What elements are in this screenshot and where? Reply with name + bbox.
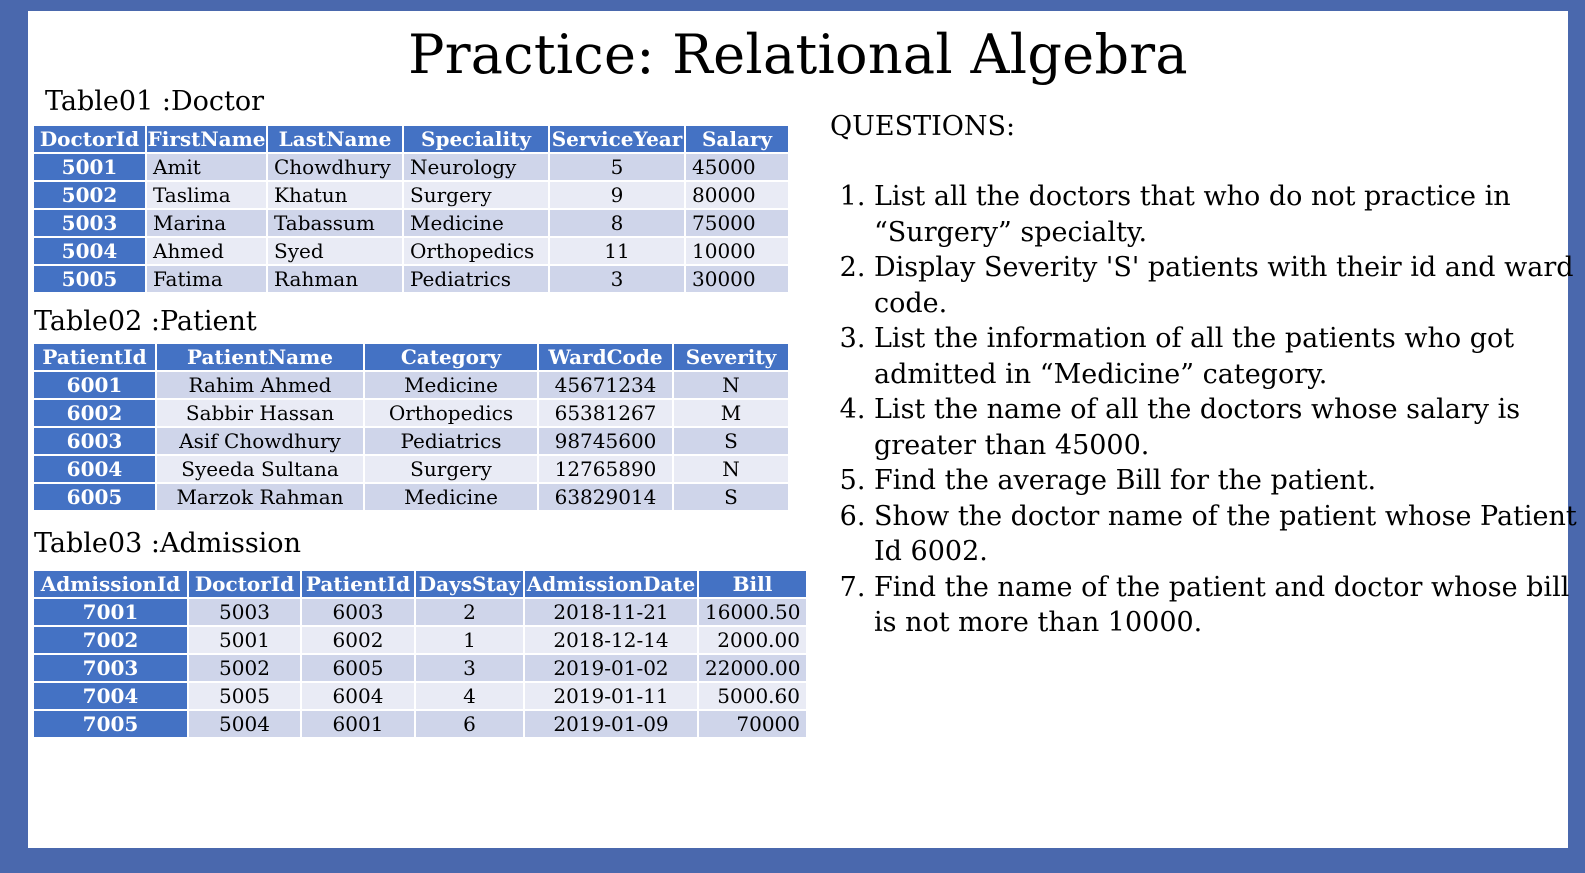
- column-header: AdmissionId: [33, 570, 188, 598]
- questions-list: [830, 179, 1585, 641]
- column-header: DoctorId: [33, 125, 146, 153]
- table-cell: 3: [549, 265, 685, 293]
- doctor-id-cell: 5001: [33, 153, 146, 181]
- table-row: [33, 399, 789, 427]
- admission-id-cell: 7004: [33, 682, 188, 710]
- table-cell: 4: [415, 682, 524, 710]
- table-row: [33, 427, 789, 455]
- table-cell: 5: [549, 153, 685, 181]
- patient-id-cell: 6001: [33, 371, 156, 399]
- admission-table-header-row: [33, 570, 807, 598]
- column-header: Salary: [685, 125, 789, 153]
- table-row: [33, 209, 789, 237]
- table-cell: 10000: [685, 237, 789, 265]
- table-cell: 80000: [685, 181, 789, 209]
- table-cell: 5005: [188, 682, 301, 710]
- table-cell: Surgery: [403, 181, 549, 209]
- table-cell: Rahim Ahmed: [156, 371, 364, 399]
- column-header: AdmissionDate: [524, 570, 698, 598]
- question-item: 7. Find the name of the patient and doctor whose bill is not more than 10000.: [874, 570, 1585, 641]
- doctor-id-cell: 5004: [33, 237, 146, 265]
- column-header: WardCode: [538, 343, 673, 371]
- admission-table-caption: Table03 :Admission: [34, 528, 301, 559]
- table-cell: 2018-11-21: [524, 598, 698, 626]
- table-row: [33, 710, 807, 738]
- table-cell: Pediatrics: [403, 265, 549, 293]
- table-cell: 6005: [301, 654, 415, 682]
- table-row: [33, 654, 807, 682]
- table-cell: 3: [415, 654, 524, 682]
- patient-id-cell: 6002: [33, 399, 156, 427]
- table-cell: 5000.60: [698, 682, 807, 710]
- table-row: [33, 598, 807, 626]
- table-cell: Neurology: [403, 153, 549, 181]
- question-item: 2. Display Severity 'S' patients with their id and ward code.: [874, 250, 1585, 321]
- table-cell: 1: [415, 626, 524, 654]
- column-header: FirstName: [147, 127, 266, 151]
- table-row: [33, 455, 789, 483]
- table-cell: S: [673, 483, 789, 511]
- column-header: DaysStay: [415, 570, 524, 598]
- table-cell: 9: [549, 181, 685, 209]
- table-cell: Syeeda Sultana: [156, 455, 364, 483]
- table-cell: Tabassum: [267, 209, 403, 237]
- table-row: [33, 682, 807, 710]
- patient-id-cell: 6005: [33, 483, 156, 511]
- admission-id-cell: 7001: [33, 598, 188, 626]
- table-row: [33, 237, 789, 265]
- table-cell: 63829014: [538, 483, 673, 511]
- table-cell: 65381267: [538, 399, 673, 427]
- table-row: [33, 265, 789, 293]
- table-cell: Ahmed: [146, 237, 267, 265]
- table-cell: 2019-01-11: [524, 682, 698, 710]
- table-cell: 30000: [685, 265, 789, 293]
- table-cell: 16000.50: [698, 598, 807, 626]
- slide-title: Practice: Relational Algebra: [408, 23, 1188, 86]
- table-cell: 75000: [685, 209, 789, 237]
- table-cell: Medicine: [364, 483, 538, 511]
- table-cell: N: [673, 455, 789, 483]
- table-cell: 6004: [301, 682, 415, 710]
- table-row: [33, 371, 789, 399]
- table-cell: Pediatrics: [364, 427, 538, 455]
- table-cell: 11: [549, 237, 685, 265]
- table-cell: Asif Chowdhury: [156, 427, 364, 455]
- table-cell: 5002: [188, 654, 301, 682]
- column-header: PatientId: [301, 570, 415, 598]
- table-cell: 70000: [698, 710, 807, 738]
- table-cell: 2019-01-02: [524, 654, 698, 682]
- table-cell: 2000.00: [698, 626, 807, 654]
- column-header: PatientId: [33, 343, 156, 371]
- question-item: 1. List all the doctors that who do not practice in “Surgery” specialty.: [874, 179, 1585, 250]
- column-header: Category: [364, 343, 538, 371]
- admission-id-cell: 7003: [33, 654, 188, 682]
- table-cell: Rahman: [267, 265, 403, 293]
- patient-table: [32, 342, 790, 512]
- column-header: Severity: [673, 343, 789, 371]
- patient-id-cell: 6003: [33, 427, 156, 455]
- table-cell: Orthopedics: [403, 237, 549, 265]
- table-cell: 2: [415, 598, 524, 626]
- doctor-table: [32, 124, 790, 294]
- doctor-table-header-row: [33, 125, 789, 153]
- question-item: 5. Find the average Bill for the patient.: [874, 463, 1585, 499]
- admission-id-cell: 7005: [33, 710, 188, 738]
- question-item: 6. Show the doctor name of the patient whose Patient Id 6002.: [874, 499, 1585, 570]
- table-cell: 45671234: [538, 371, 673, 399]
- table-cell: Orthopedics: [364, 399, 538, 427]
- table-cell: 2019-01-09: [524, 710, 698, 738]
- table-cell: Khatun: [267, 181, 403, 209]
- table-cell: 12765890: [538, 455, 673, 483]
- column-header: DoctorId: [188, 570, 301, 598]
- table-cell: N: [673, 371, 789, 399]
- patient-table-caption: Table02 :Patient: [34, 306, 257, 337]
- patient-id-cell: 6004: [33, 455, 156, 483]
- table-cell: 6001: [301, 710, 415, 738]
- doctor-id-cell: 5002: [33, 181, 146, 209]
- table-cell: 2018-12-14: [524, 626, 698, 654]
- column-header: ServiceYear: [549, 125, 685, 153]
- table-row: [33, 483, 789, 511]
- doctor-id-cell: 5005: [33, 265, 146, 293]
- slide: [28, 11, 1577, 848]
- admission-id-cell: 7002: [33, 626, 188, 654]
- table-cell: Medicine: [364, 371, 538, 399]
- table-cell: Taslima: [146, 181, 267, 209]
- table-cell: Amit: [146, 153, 267, 181]
- question-item: 3. List the information of all the patients who got admitted in “Medicine” category.: [874, 321, 1585, 392]
- table-cell: Medicine: [403, 209, 549, 237]
- table-cell: 22000.00: [698, 654, 807, 682]
- table-cell: 98745600: [538, 427, 673, 455]
- table-cell: M: [673, 399, 789, 427]
- table-cell: 6: [415, 710, 524, 738]
- table-cell: Surgery: [364, 455, 538, 483]
- table-cell: 6002: [301, 626, 415, 654]
- table-cell: 5004: [188, 710, 301, 738]
- table-cell: Marzok Rahman: [156, 483, 364, 511]
- doctor-id-cell: 5003: [33, 209, 146, 237]
- table-cell: Sabbir Hassan: [156, 399, 364, 427]
- table-cell: Syed: [267, 237, 403, 265]
- table-cell: 45000: [685, 153, 789, 181]
- table-cell: Chowdhury: [267, 153, 403, 181]
- admission-table: [32, 569, 808, 739]
- table-cell: 8: [549, 209, 685, 237]
- question-item: 4. List the name of all the doctors whose salary is greater than 45000.: [874, 392, 1585, 463]
- patient-table-header-row: [33, 343, 789, 371]
- column-header: LastName: [267, 125, 403, 153]
- table-cell: 6003: [301, 598, 415, 626]
- questions-heading: QUESTIONS:: [830, 111, 1016, 142]
- table-row: [33, 153, 789, 181]
- table-cell: S: [673, 427, 789, 455]
- table-cell: Fatima: [146, 265, 267, 293]
- table-row: [33, 626, 807, 654]
- table-row: [33, 181, 789, 209]
- table-cell: 5003: [188, 598, 301, 626]
- table-cell: 5001: [188, 626, 301, 654]
- column-header: Bill: [698, 570, 807, 598]
- table-cell: Marina: [146, 209, 267, 237]
- column-header: Speciality: [403, 125, 549, 153]
- column-header: PatientName: [156, 343, 364, 371]
- doctor-table-caption: Table01 :Doctor: [45, 86, 264, 117]
